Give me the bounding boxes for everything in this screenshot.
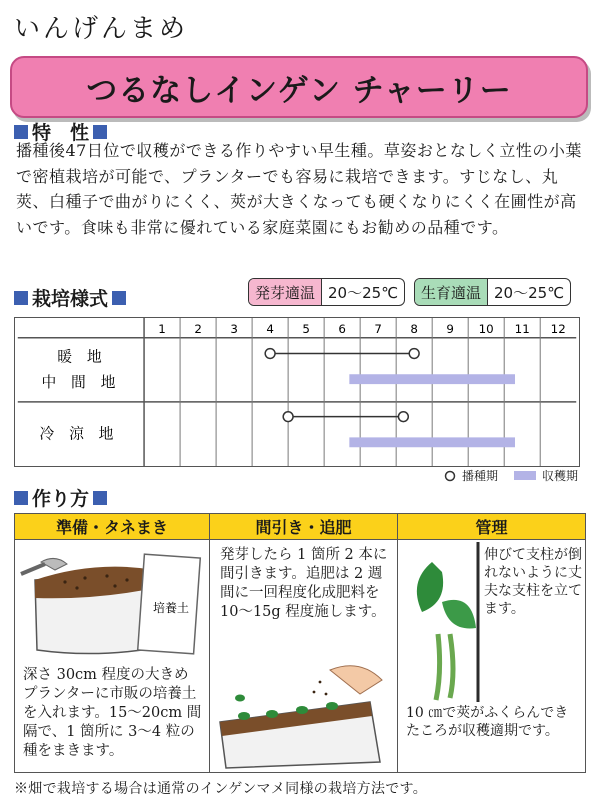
month-label: 10 (478, 321, 494, 336)
variety-title: つるなしインゲン チャーリー (86, 72, 512, 109)
germination-temp-label: 発芽適温 (249, 279, 322, 305)
month-label: 3 (230, 321, 238, 336)
month-label: 11 (514, 321, 530, 336)
fertilizing-illustration (210, 652, 398, 772)
harvest-period-bar (349, 437, 515, 447)
variety-banner (10, 56, 588, 118)
month-label: 6 (338, 321, 346, 336)
month-label: 2 (194, 321, 202, 336)
month-label: 7 (374, 321, 382, 336)
sowing-endpoint (283, 412, 293, 422)
step-thin-fertilize (210, 513, 398, 773)
crop-name: いんげんまめ (14, 14, 189, 44)
growth-temp-box (414, 278, 571, 306)
sowing-endpoint (398, 412, 408, 422)
step-manage-text-right: 伸びて支柱が倒れないように丈夫な支柱を立てます。 (484, 547, 582, 617)
step-prepare-text: 深さ 30cm 程度の大きめプランターに市販の培養土を入れます。15〜20cm 間隔で、1 箇所に 3〜4 粒の種をまきます。 (23, 667, 202, 759)
harvest-swatch-icon (514, 471, 536, 480)
cultivation-heading: 栽培様式 (14, 284, 126, 311)
feature-heading: 特 性 (14, 118, 107, 145)
sowing-endpoint (265, 349, 275, 359)
region-label-warm: 暖 地 (57, 348, 102, 366)
cultivation-schedule-chart (14, 317, 580, 467)
month-label: 8 (410, 321, 418, 336)
legend-harvest-label: 収穫期 (541, 469, 578, 483)
step-thin-title: 間引き・追肥 (210, 514, 397, 540)
growth-temp-value: 20〜25℃ (494, 283, 565, 302)
square-icon (14, 491, 28, 505)
howto-heading: 作り方 (14, 484, 107, 511)
harvest-period-bar (349, 374, 515, 384)
sowing-endpoint (409, 349, 419, 359)
growth-temp-label: 生育適温 (415, 279, 488, 305)
bean-plant-illustration (402, 542, 482, 702)
month-label: 12 (550, 321, 566, 336)
region-label-middle: 中 間 地 (41, 374, 116, 392)
month-label: 1 (158, 321, 166, 336)
germination-temp-value: 20〜25℃ (328, 283, 399, 302)
sowing-circle-icon (444, 470, 456, 482)
legend-sow-label: 播種期 (461, 469, 498, 483)
step-prepare-sow (14, 513, 210, 773)
month-label: 5 (302, 321, 310, 336)
month-label: 9 (446, 321, 454, 336)
schedule-legend (444, 467, 578, 484)
month-label: 4 (266, 321, 274, 336)
square-icon (112, 291, 126, 305)
footnote: ※畑で栽培する場合は通常のインゲンマメ同様の栽培方法です。 (14, 781, 428, 797)
step-manage-title: 管理 (398, 514, 585, 540)
step-management (398, 513, 586, 773)
region-label-cool: 冷 涼 地 (39, 425, 114, 443)
square-icon (14, 291, 28, 305)
step-manage-text-bottom: 10 ㎝で莢がふくらんできたころが収穫適期です。 (406, 705, 569, 739)
potting-soil-bag-label: 培養土 (153, 601, 190, 615)
square-icon (93, 491, 107, 505)
step-thin-text: 発芽したら 1 箇所 2 本に間引きます。追肥は 2 週間に一回程度化成肥料を 10〜15g 程度施します。 (220, 547, 388, 620)
feature-description: 播種後47日位で収穫ができる作りやすい早生種。草姿おとなしく立性の小葉で密植栽培が可能で、プランターでも容易に栽培できます。すじなし、丸莢、白種子で曲がりにくく、莢が大きくなっても硬くなりにくく在圃性が高いです。食味も非常に優れている家庭菜園にもお勧めの品種です。 (16, 141, 582, 237)
germination-temp-box (248, 278, 405, 306)
square-icon (14, 125, 28, 139)
step-prepare-title: 準備・タネまき (15, 514, 209, 540)
square-icon (93, 125, 107, 139)
planter-illustration (15, 540, 211, 662)
